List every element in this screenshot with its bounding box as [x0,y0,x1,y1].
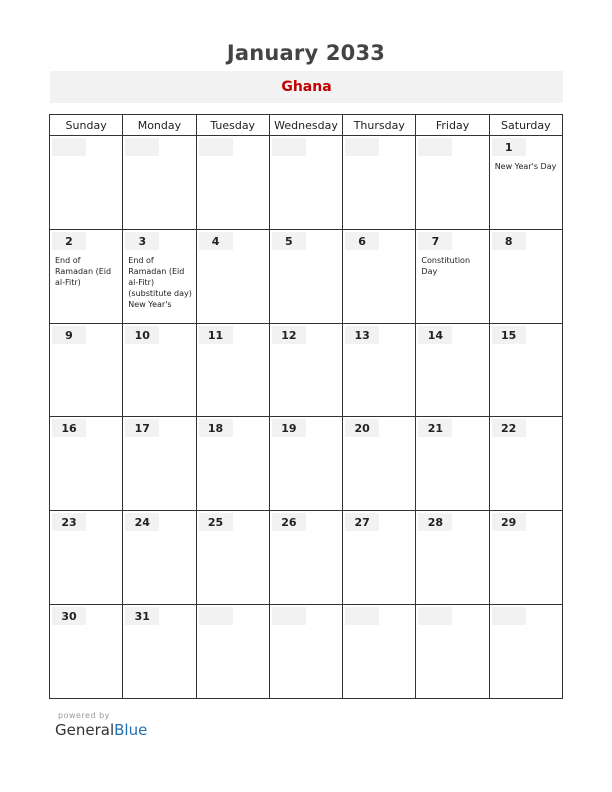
week-row [50,605,563,699]
holiday-name: New Year's Day [494,162,557,171]
weekday-header-row [50,115,563,136]
day-cell[interactable] [416,511,489,605]
day-cell[interactable] [269,136,342,230]
day-cell[interactable] [343,229,416,323]
day-number-tab [492,138,526,156]
day-number: 27 [354,516,370,530]
day-cell[interactable] [269,511,342,605]
week-row [50,136,563,230]
day-cell[interactable] [489,417,562,511]
day-number-tab [52,138,86,156]
day-cell[interactable] [50,229,123,323]
day-number-tab [272,138,306,156]
brand-general: General [55,721,115,739]
day-cell[interactable] [269,229,342,323]
day-number-tab [418,513,452,531]
day-number: 7 [431,234,440,248]
day-cell[interactable] [416,136,489,230]
day-number-tab [125,232,159,250]
day-number: 3 [138,234,147,248]
day-number-tab [125,419,159,437]
day-cell[interactable] [196,605,269,699]
day-cell[interactable] [416,417,489,511]
day-number: 19 [281,422,297,436]
day-number: 1 [504,141,513,154]
day-number: 22 [501,422,517,436]
week-row [50,511,563,605]
holiday-name: End of Ramadan (Eid al-Fitr) [55,255,112,287]
day-number-tab [345,138,379,156]
day-number-tab [418,419,452,437]
day-cell[interactable] [416,323,489,417]
day-number-tab [199,419,233,437]
day-number: 20 [354,422,370,436]
day-cell[interactable] [343,323,416,417]
weekday-header: Tuesday [196,115,269,136]
day-number-tab [52,513,86,531]
day-number: 10 [134,328,150,342]
day-number-tab [272,607,306,625]
day-number: 24 [134,516,150,530]
weekday-header: Wednesday [269,115,342,136]
holiday-list [128,255,192,310]
day-number-tab [199,232,233,250]
powered-by-text: powered by [58,711,110,720]
day-cell[interactable] [50,136,123,230]
weekday-header: Thursday [343,115,416,136]
day-cell[interactable] [489,229,562,323]
day-number: 11 [207,328,224,342]
day-number-tab [272,513,306,531]
day-number-tab [345,232,379,250]
day-number: 2 [65,234,73,248]
weekday-header: Sunday [50,115,123,136]
day-number-tab [52,419,86,437]
day-cell[interactable] [50,605,123,699]
day-cell[interactable] [123,605,196,699]
day-cell[interactable] [196,229,269,323]
day-number-tab [345,326,379,344]
weekday-header: Saturday [489,115,562,136]
day-cell[interactable] [123,136,196,230]
day-number-tab [345,607,379,625]
day-number-tab [125,513,159,531]
day-cell[interactable] [50,511,123,605]
brand-blue: Blue [114,721,148,739]
day-number: 26 [281,516,297,530]
day-number-tab [199,138,233,156]
day-number: 12 [281,328,297,342]
calendar-grid [49,114,563,699]
day-cell[interactable] [196,417,269,511]
day-cell[interactable] [489,605,562,699]
day-cell[interactable] [343,136,416,230]
day-number: 15 [501,328,517,342]
holiday-list [495,161,559,172]
day-cell[interactable] [123,417,196,511]
day-cell[interactable] [343,417,416,511]
day-cell[interactable] [123,511,196,605]
day-number: 8 [504,234,513,248]
day-number-tab [418,607,452,625]
day-number-tab [492,232,526,250]
day-cell[interactable] [196,323,269,417]
day-number-tab [492,513,526,531]
holiday-list [55,255,119,288]
day-number: 31 [134,610,150,624]
day-cell[interactable] [50,417,123,511]
day-number: 18 [207,422,224,436]
day-number: 21 [427,422,444,436]
day-number: 16 [61,422,77,436]
country-banner [50,71,563,103]
day-cell[interactable] [123,323,196,417]
day-number-tab [492,607,526,625]
week-row [50,229,563,323]
brand-logo[interactable] [55,721,147,739]
day-number: 17 [134,422,150,436]
day-number-tab [345,419,379,437]
day-number-tab [418,232,452,250]
day-cell[interactable] [416,605,489,699]
day-number-tab [125,326,159,344]
day-number-tab [345,513,379,531]
day-number: 5 [285,234,293,248]
day-number-tab [492,419,526,437]
holiday-list [421,255,485,277]
day-cell[interactable] [343,511,416,605]
day-number: 29 [501,516,517,530]
day-number-tab [125,138,159,156]
day-number-tab [418,326,452,344]
weekday-header: Monday [123,115,196,136]
day-cell[interactable] [123,229,196,323]
page-title: January 2033 [226,41,386,65]
week-row [50,323,563,417]
day-cell[interactable] [196,511,269,605]
day-number-tab [272,419,306,437]
holiday-name: End of Ramadan (Eid al-Fitr) (substitute day) [128,255,192,298]
day-number-tab [199,513,233,531]
day-cell[interactable] [489,511,562,605]
day-number-tab [272,232,306,250]
day-cell[interactable] [269,323,342,417]
day-cell[interactable] [269,605,342,699]
day-number-tab [125,607,159,625]
week-row [50,417,563,511]
day-cell[interactable] [416,229,489,323]
day-cell[interactable] [489,323,562,417]
day-number: 9 [65,328,73,342]
day-number: 4 [211,234,220,248]
weekday-header: Friday [416,115,489,136]
day-cell[interactable] [343,605,416,699]
day-number-tab [199,607,233,625]
day-cell[interactable] [489,136,562,230]
day-number: 14 [427,328,444,342]
day-number-tab [52,326,86,344]
day-number-tab [52,607,86,625]
day-number-tab [272,326,306,344]
day-number: 28 [427,516,444,530]
day-number: 6 [358,234,366,248]
day-number: 25 [207,516,224,530]
day-number-tab [492,326,526,344]
day-number-tab [418,138,452,156]
day-number: 30 [61,610,77,624]
country-name: Ghana [281,79,332,95]
day-number: 13 [354,328,370,342]
day-number-tab [199,326,233,344]
holiday-name: Constitution Day [421,255,471,276]
day-cell[interactable] [50,323,123,417]
day-number: 23 [61,516,77,530]
holiday-name: New Year's [128,299,172,309]
day-cell[interactable] [269,417,342,511]
day-number-tab [52,232,86,250]
day-cell[interactable] [196,136,269,230]
